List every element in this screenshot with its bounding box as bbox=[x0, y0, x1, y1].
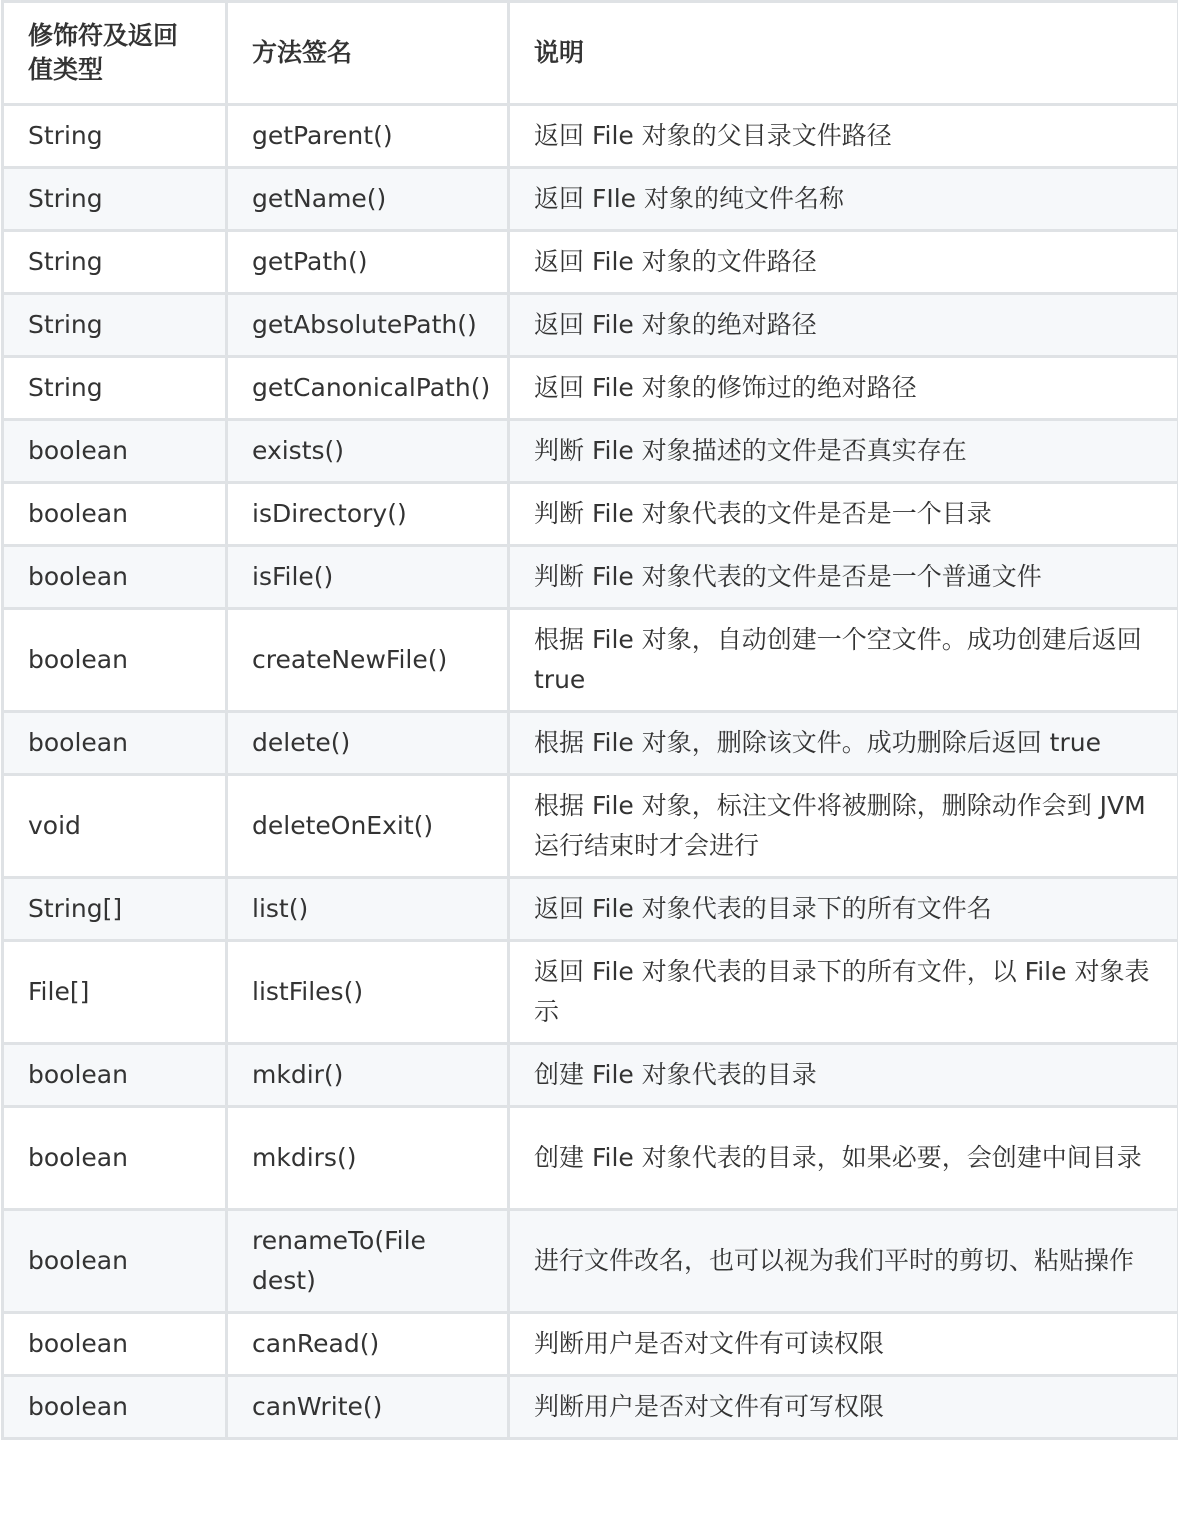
table-row bbox=[3, 1376, 1178, 1439]
method-cell: mkdirs() bbox=[227, 1107, 509, 1210]
table-row bbox=[3, 168, 1178, 231]
return-type-cell: boolean bbox=[3, 1107, 227, 1210]
method-cell: canRead() bbox=[227, 1313, 509, 1376]
description-cell: 返回 File 对象的修饰过的绝对路径 bbox=[509, 357, 1178, 420]
table-row bbox=[3, 1210, 1178, 1313]
description-cell: 返回 File 对象的父目录文件路径 bbox=[509, 105, 1178, 168]
return-type-cell: boolean bbox=[3, 546, 227, 609]
method-cell: isDirectory() bbox=[227, 483, 509, 546]
method-cell: list() bbox=[227, 878, 509, 941]
description-cell: 判断用户是否对文件有可写权限 bbox=[509, 1376, 1178, 1439]
table-row bbox=[3, 609, 1178, 712]
table-row bbox=[3, 105, 1178, 168]
table-row bbox=[3, 357, 1178, 420]
method-cell: listFiles() bbox=[227, 941, 509, 1044]
header-method-signature: 方法签名 bbox=[227, 2, 509, 105]
table-row bbox=[3, 941, 1178, 1044]
method-cell: renameTo(File dest) bbox=[227, 1210, 509, 1313]
description-cell: 返回 File 对象的文件路径 bbox=[509, 231, 1178, 294]
method-cell: deleteOnExit() bbox=[227, 775, 509, 878]
return-type-cell: boolean bbox=[3, 1210, 227, 1313]
table-row bbox=[3, 420, 1178, 483]
return-type-cell: String bbox=[3, 105, 227, 168]
method-cell: mkdir() bbox=[227, 1044, 509, 1107]
file-methods-table bbox=[1, 0, 1178, 1440]
method-cell: getParent() bbox=[227, 105, 509, 168]
description-cell: 判断 File 对象代表的文件是否是一个普通文件 bbox=[509, 546, 1178, 609]
description-cell: 判断用户是否对文件有可读权限 bbox=[509, 1313, 1178, 1376]
method-cell: delete() bbox=[227, 712, 509, 775]
description-cell: 返回 File 对象的绝对路径 bbox=[509, 294, 1178, 357]
return-type-cell: String bbox=[3, 231, 227, 294]
header-return-type: 修饰符及返回值类型 bbox=[3, 2, 227, 105]
description-cell: 判断 File 对象描述的文件是否真实存在 bbox=[509, 420, 1178, 483]
description-cell: 根据 File 对象，删除该文件。成功删除后返回 true bbox=[509, 712, 1178, 775]
return-type-cell: File[] bbox=[3, 941, 227, 1044]
method-cell: isFile() bbox=[227, 546, 509, 609]
description-cell: 创建 File 对象代表的目录，如果必要，会创建中间目录 bbox=[509, 1107, 1178, 1210]
return-type-cell: boolean bbox=[3, 712, 227, 775]
table-row bbox=[3, 878, 1178, 941]
table-header-row bbox=[3, 2, 1178, 105]
return-type-cell: boolean bbox=[3, 609, 227, 712]
table-row bbox=[3, 483, 1178, 546]
return-type-cell: void bbox=[3, 775, 227, 878]
header-description: 说明 bbox=[509, 2, 1178, 105]
description-cell: 返回 FIle 对象的纯文件名称 bbox=[509, 168, 1178, 231]
table-row bbox=[3, 546, 1178, 609]
description-cell: 返回 File 对象代表的目录下的所有文件，以 File 对象表示 bbox=[509, 941, 1178, 1044]
return-type-cell: String bbox=[3, 294, 227, 357]
method-cell: exists() bbox=[227, 420, 509, 483]
table-row bbox=[3, 712, 1178, 775]
method-cell: getPath() bbox=[227, 231, 509, 294]
description-cell: 根据 File 对象，自动创建一个空文件。成功创建后返回 true bbox=[509, 609, 1178, 712]
method-cell: getCanonicalPath() bbox=[227, 357, 509, 420]
table-row bbox=[3, 775, 1178, 878]
description-cell: 根据 File 对象，标注文件将被删除，删除动作会到 JVM 运行结束时才会进行 bbox=[509, 775, 1178, 878]
table-row bbox=[3, 1044, 1178, 1107]
table-row bbox=[3, 1313, 1178, 1376]
method-cell: getAbsolutePath() bbox=[227, 294, 509, 357]
return-type-cell: String bbox=[3, 357, 227, 420]
return-type-cell: boolean bbox=[3, 1044, 227, 1107]
table-row bbox=[3, 231, 1178, 294]
return-type-cell: String bbox=[3, 168, 227, 231]
return-type-cell: String[] bbox=[3, 878, 227, 941]
method-cell: getName() bbox=[227, 168, 509, 231]
description-cell: 判断 File 对象代表的文件是否是一个目录 bbox=[509, 483, 1178, 546]
method-cell: canWrite() bbox=[227, 1376, 509, 1439]
return-type-cell: boolean bbox=[3, 1376, 227, 1439]
table-row bbox=[3, 1107, 1178, 1210]
method-cell: createNewFile() bbox=[227, 609, 509, 712]
return-type-cell: boolean bbox=[3, 1313, 227, 1376]
return-type-cell: boolean bbox=[3, 420, 227, 483]
description-cell: 创建 File 对象代表的目录 bbox=[509, 1044, 1178, 1107]
return-type-cell: boolean bbox=[3, 483, 227, 546]
description-cell: 进行文件改名，也可以视为我们平时的剪切、粘贴操作 bbox=[509, 1210, 1178, 1313]
table-row bbox=[3, 294, 1178, 357]
description-cell: 返回 File 对象代表的目录下的所有文件名 bbox=[509, 878, 1178, 941]
